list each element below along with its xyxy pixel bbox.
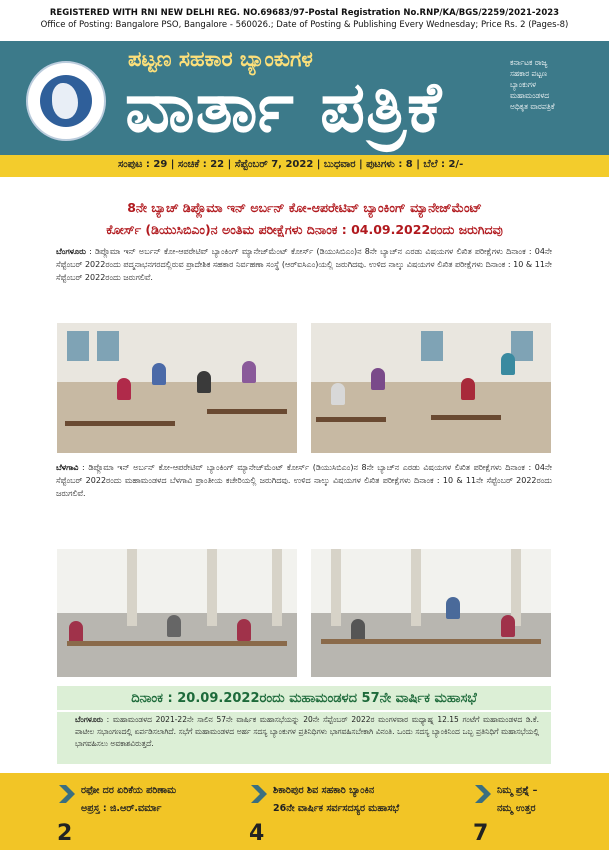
posting-line: Office of Posting: Bangalore PSO, Bangalore - 560026.; Date of Posting & Publishing Every Wednesday; Price Rs. 2 (Pages-8)	[40, 19, 569, 30]
side-text-line: ಸಹಕಾರ ಪಟ್ಟಣ	[510, 69, 548, 78]
headline-line: 8ನೇ ಬ್ಯಾಚ್ ಡಿಪ್ಲೊಮಾ ಇನ್ ಅರ್ಬನ್ ಕೋ-ಆಪರೇಟಿವ್ ಬ್ಯಾಂಕಿಂಗ್ ಮ್ಯಾನೇಜ್‌ಮೆಂಟ್	[127, 200, 482, 215]
article-place: ಬೆಳಗಾವಿ	[56, 463, 79, 472]
footer-item-title: ರಫೋ ದರ ಏರಿಕೆಯ ಪರಿಣಾಮ	[81, 785, 177, 796]
headline-line: ಕೋರ್ಸ್ (ಡಿಯುಸಿಬಿಎಂ)ನ ಅಂತಿಮ ಪರೀಕ್ಷೆಗಳು ದಿನಾಂಕ : 04.09.2022ರಂದು ಜರುಗಿದವು	[106, 222, 503, 237]
exam-photo-2	[311, 323, 551, 453]
karnataka-map-icon	[52, 83, 78, 119]
article-body: : ಡಿಪ್ಲೊಮಾ ಇನ್ ಅರ್ಬನ್ ಕೋ-ಆಪರೇಟಿವ್ ಬ್ಯಾಂಕಿಂಗ್ ಮ್ಯಾನೇಜ್‌ಮೆಂಟ್ ಕೋರ್ಸ್ (ಡಿಯುಸಿಬಿಎಂ)ನ 8ನೇ ಬ್ಯಾಚ್‌ನ ಎರಡು ವಿಷಯಗಳ ಲಿಖಿತ ಪರೀಕ್ಷೆಗಳು ದಿನಾಂಕ : 04ನೇ ಸೆಪ್ಟೆಂಬರ್ 2022ರಂದು ಪದ್ಮನಾಭನಗರದಲ್ಲಿರುವ ಪ್ರಾದೇಶಿಕ ಸಹಕಾರ ನಿರ್ವಹಣಾ ಸಂಸ್ಥೆ (ಆರ್‌ಐಸಿಎಂ)ಯಲ್ಲಿ ಜರುಗಿದವು. ಉಳಿದ ನಾಲ್ಕು ವಿಷಯಗಳ ಲಿಖಿತ ಪರೀಕ್ಷೆಗಳು ದಿನಾಂಕ : 10 & 11ನೇ ಸೆಪ್ಟೆಂಬರ್ 2022ರಂದು ಜರುಗಲಿವೆ.	[56, 247, 552, 282]
side-text-line: ಅಧಿಕೃತ ವಾರಪತ್ರಿಕೆ	[510, 102, 555, 111]
footer-page-number: 7	[473, 821, 489, 846]
footer-item-subtitle: 26ನೇ ವಾರ್ಷಿಕ ಸರ್ವಸದಸ್ಯರ ಮಹಾಸಭೆ	[273, 803, 400, 814]
article-belagavi	[56, 461, 552, 500]
issue-info: ಸಂಪುಟ : 29 | ಸಂಚಿಕೆ : 22 | ಸೆಪ್ಟೆಂಬರ್ 7, 2022 | ಬುಧವಾರ | ಪುಟಗಳು : 8 | ಬೆಲೆ : 2/-	[118, 159, 464, 170]
masthead	[0, 41, 609, 155]
emblem-logo	[26, 61, 106, 141]
agm-text	[75, 714, 539, 750]
agm-title: ದಿನಾಂಕ : 20.09.2022ರಂದು ಮಹಾಮಂಡಳದ 57ನೇ ವಾರ್ಷಿಕ ಮಹಾಸಭೆ	[57, 688, 551, 712]
article-place: ಬೆಂಗಳೂರು	[56, 247, 86, 256]
footer-item-title: ನಿಮ್ಮ ಪ್ರಶ್ನೆ –	[497, 785, 538, 796]
footer-item-title: ಶಿಕಾರಿಪುರ ಶಿವ ಸಹಕಾರಿ ಬ್ಯಾಂಕಿನ	[273, 785, 375, 796]
registration-line: REGISTERED WITH RNI NEW DELHI REG. NO.69683/97-Postal Registration No.RNP/KA/BGS/2259/2021-2023	[49, 8, 560, 18]
side-text-line: ಮಹಾಮಂಡಳದ	[510, 91, 550, 100]
footer-index	[0, 773, 609, 850]
side-text-line: ಕರ್ನಾಟಕ ರಾಜ್ಯ	[510, 58, 548, 67]
footer-page-number: 2	[57, 821, 73, 846]
footer-item-subtitle: ಅಪ್ರಸ್ತ : ಜಿ.ಆರ್.ವರ್ಮಾ	[81, 803, 162, 814]
exam-photo-3	[57, 549, 297, 677]
masthead-side-text	[510, 57, 602, 112]
exam-photo-1	[57, 323, 297, 453]
masthead-title: ವಾರ್ತಾ ಪತ್ರಿಕೆ	[125, 66, 443, 148]
chevron-right-icon	[57, 783, 77, 805]
chevron-right-icon	[249, 783, 269, 805]
agm-body: : ಮಹಾಮಂಡಳದ 2021-22ನೇ ಸಾಲಿನ 57ನೇ ವಾರ್ಷಿಕ ಮಹಾಸಭೆಯನ್ನು 20ನೇ ಸೆಪ್ಟೆಂಬರ್ 2022ರ ಮಂಗಳವಾರ ಮಧ್ಯಾಹ್ನ 12.15 ಗಂಟೆಗೆ ಮಹಾಮಂಡಳದ ಡಿ.ಕೆ. ಪಾಟೀಲ ಸಭಾಂಗಣದಲ್ಲಿ ಏರ್ಪಡಿಸಲಾಗಿದೆ. ಸಭೆಗೆ ಮಹಾಮಂಡಳದ ಅರ್ಹ ಸದಸ್ಯ ಬ್ಯಾಂಕುಗಳ ಪ್ರತಿನಿಧಿಗಳು ಭಾಗವಹಿಸಬೇಕಾಗಿ ವಿನಂತಿ. ಒಂದು ಸದಸ್ಯ ಬ್ಯಾಂಕಿನಿಂದ ಒಬ್ಬ ಪ್ರತಿನಿಧಿಗೆ ಮಹಾಸಭೆಯಲ್ಲಿ ಭಾಗವಹಿಸಲು ಅವಕಾಶವಿರುತ್ತದೆ.	[75, 715, 539, 748]
article-bengaluru	[56, 245, 552, 284]
issue-info-bar	[0, 155, 609, 177]
chevron-right-icon	[473, 783, 493, 805]
agm-notice	[57, 686, 551, 764]
footer-page-number: 4	[249, 821, 265, 846]
footer-item-subtitle: ನಮ್ಮ ಉತ್ತರ	[497, 803, 536, 814]
masthead-subtitle: ಪಟ್ಟಣ ಸಹಕಾರ ಬ್ಯಾಂಕುಗಳ	[128, 47, 313, 71]
article-body: : ಡಿಪ್ಲೊಮಾ ಇನ್ ಅರ್ಬನ್ ಕೋ-ಆಪರೇಟಿವ್ ಬ್ಯಾಂಕಿಂಗ್ ಮ್ಯಾನೇಜ್‌ಮೆಂಟ್ ಕೋರ್ಸ್ (ಡಿಯುಸಿಬಿಎಂ)ನ 8ನೇ ಬ್ಯಾಚ್‌ನ ಎರಡು ವಿಷಯಗಳ ಲಿಖಿತ ಪರೀಕ್ಷೆಗಳು ದಿನಾಂಕ : 04ನೇ ಸೆಪ್ಟೆಂಬರ್ 2022ರಂದು ಮಹಾಮಂಡಳದ ಬೆಳಗಾವಿ ಪ್ರಾಂತೀಯ ಕಚೇರಿಯಲ್ಲಿ ಜರುಗಿದವು. ಉಳಿದ ನಾಲ್ಕು ವಿಷಯಗಳ ಲಿಖಿತ ಪರೀಕ್ಷೆಗಳು ದಿನಾಂಕ : 10 & 11ನೇ ಸೆಪ್ಟೆಂಬರ್ 2022ರಂದು ಜರುಗಲಿವೆ.	[56, 463, 552, 498]
registration-header	[0, 8, 609, 31]
agm-place: ಬೆಂಗಳೂರು	[75, 715, 104, 724]
exam-photo-4	[311, 549, 551, 677]
main-headline	[0, 197, 609, 241]
side-text-line: ಬ್ಯಾಂಕುಗಳ	[510, 80, 537, 89]
